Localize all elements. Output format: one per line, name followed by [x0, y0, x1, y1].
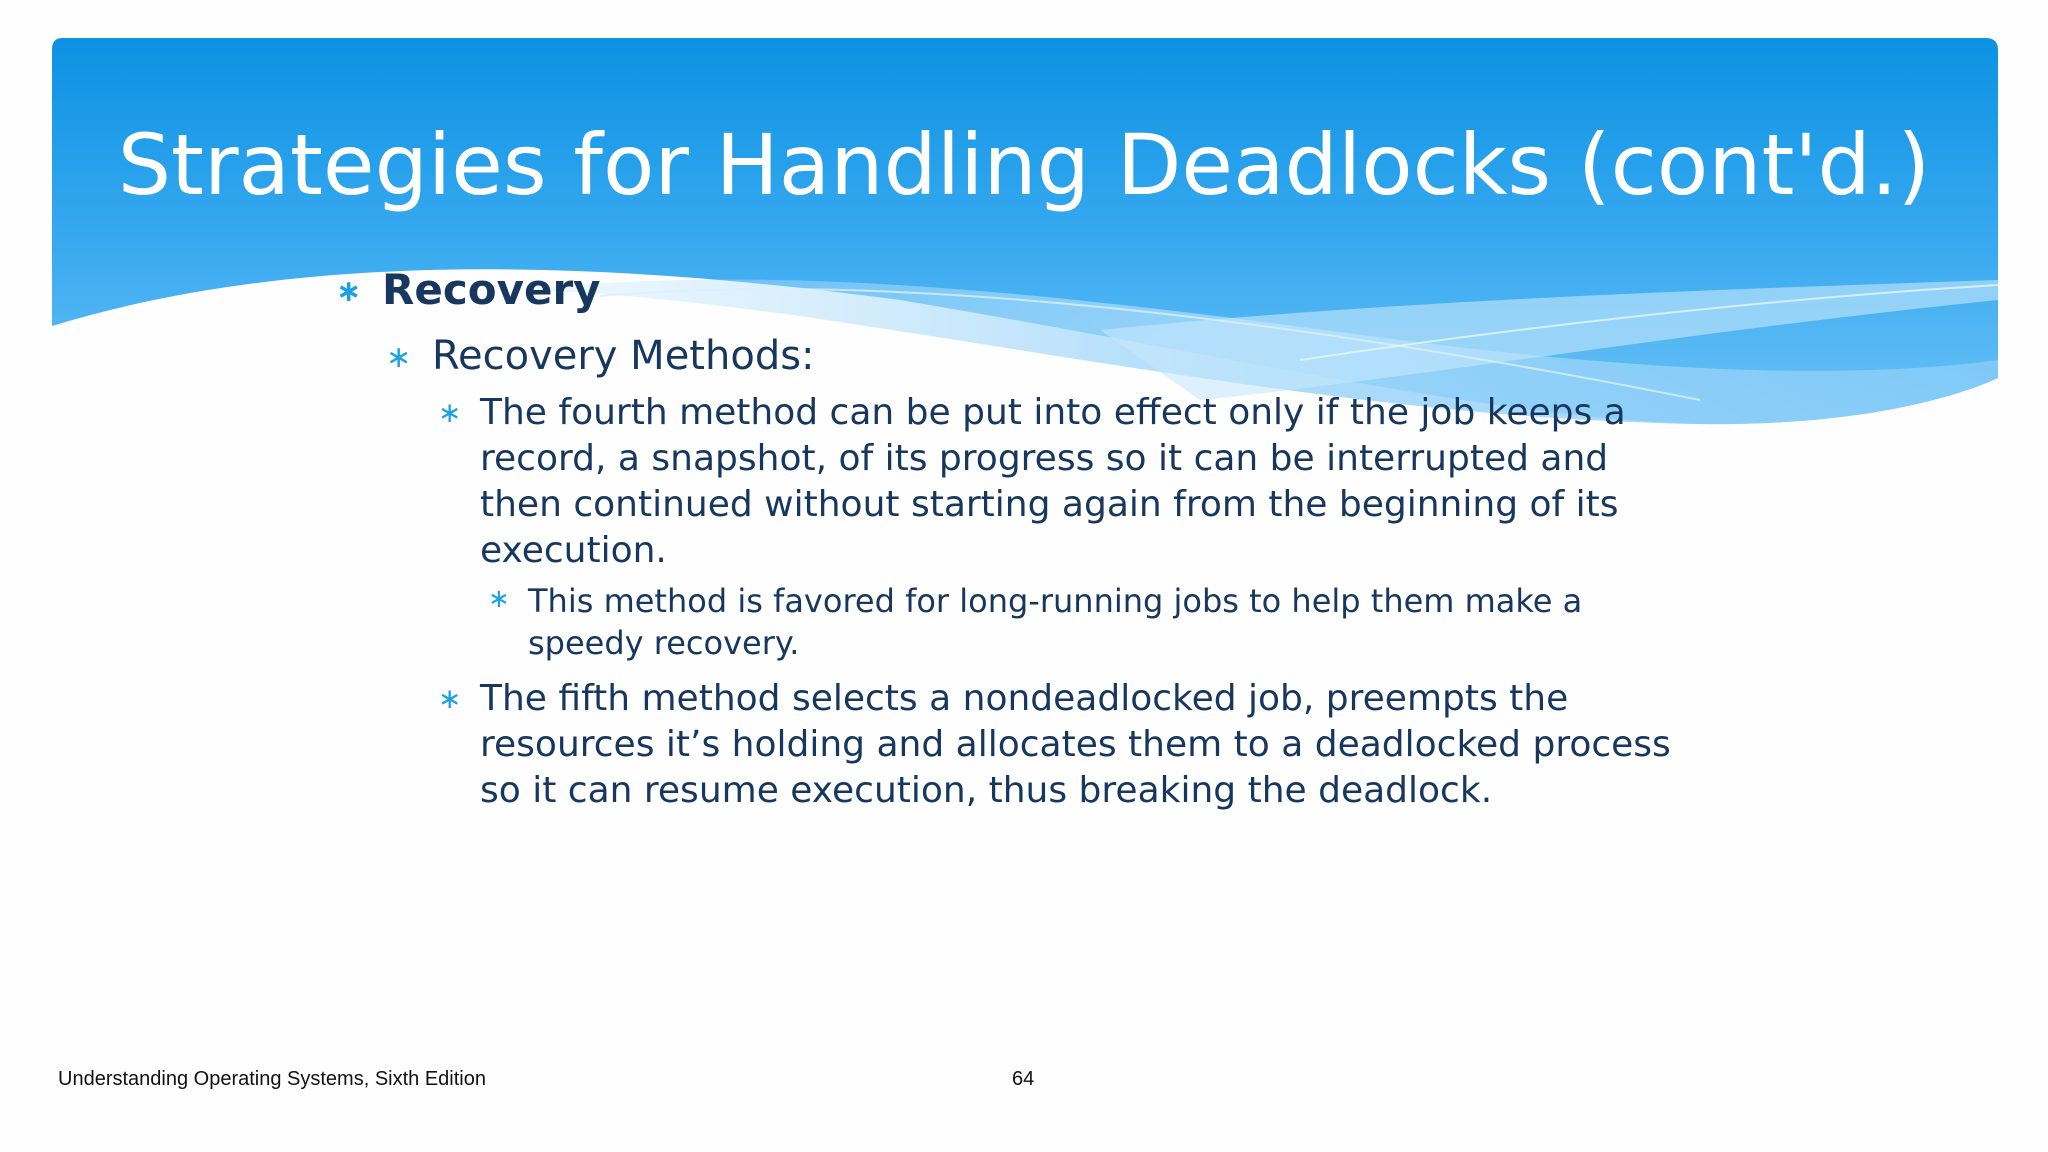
bullet-fifth-method	[438, 676, 1680, 814]
bullet-text: Recovery Methods:	[432, 333, 815, 379]
asterisk-bullet-icon: ∗	[386, 340, 412, 375]
bullet-text: The fifth method selects a nondeadlocked job, preempts the resources it’s holding and allocates them to a deadlocked process so it can resume execution, thus breaking the deadlock.	[480, 678, 1671, 811]
asterisk-bullet-icon: ∗	[438, 682, 462, 715]
bullet-fourth-method	[438, 390, 1680, 574]
bullet-text: The fourth method can be put into effect only if the job keeps a record, a snapshot, of its progress so it can be interrupted and then continued without starting again from the beginning of its execution.	[480, 392, 1626, 571]
bullet-recovery	[336, 262, 601, 318]
asterisk-bullet-icon: ∗	[488, 584, 510, 614]
bullet-text: This method is favored for long-running jobs to help them make a speedy recovery.	[528, 582, 1583, 662]
bullet-text: Recovery	[382, 265, 601, 314]
asterisk-bullet-icon: ∗	[336, 274, 362, 309]
footer-book-title: Understanding Operating Systems, Sixth Edition	[58, 1068, 486, 1090]
bullet-fourth-method-note	[488, 580, 1608, 664]
footer-page-number: 64	[1012, 1068, 1035, 1090]
asterisk-bullet-icon: ∗	[438, 396, 462, 429]
bullet-recovery-methods	[386, 328, 815, 384]
slide-title: Strategies for Handling Deadlocks (cont'd.)	[117, 116, 1931, 214]
